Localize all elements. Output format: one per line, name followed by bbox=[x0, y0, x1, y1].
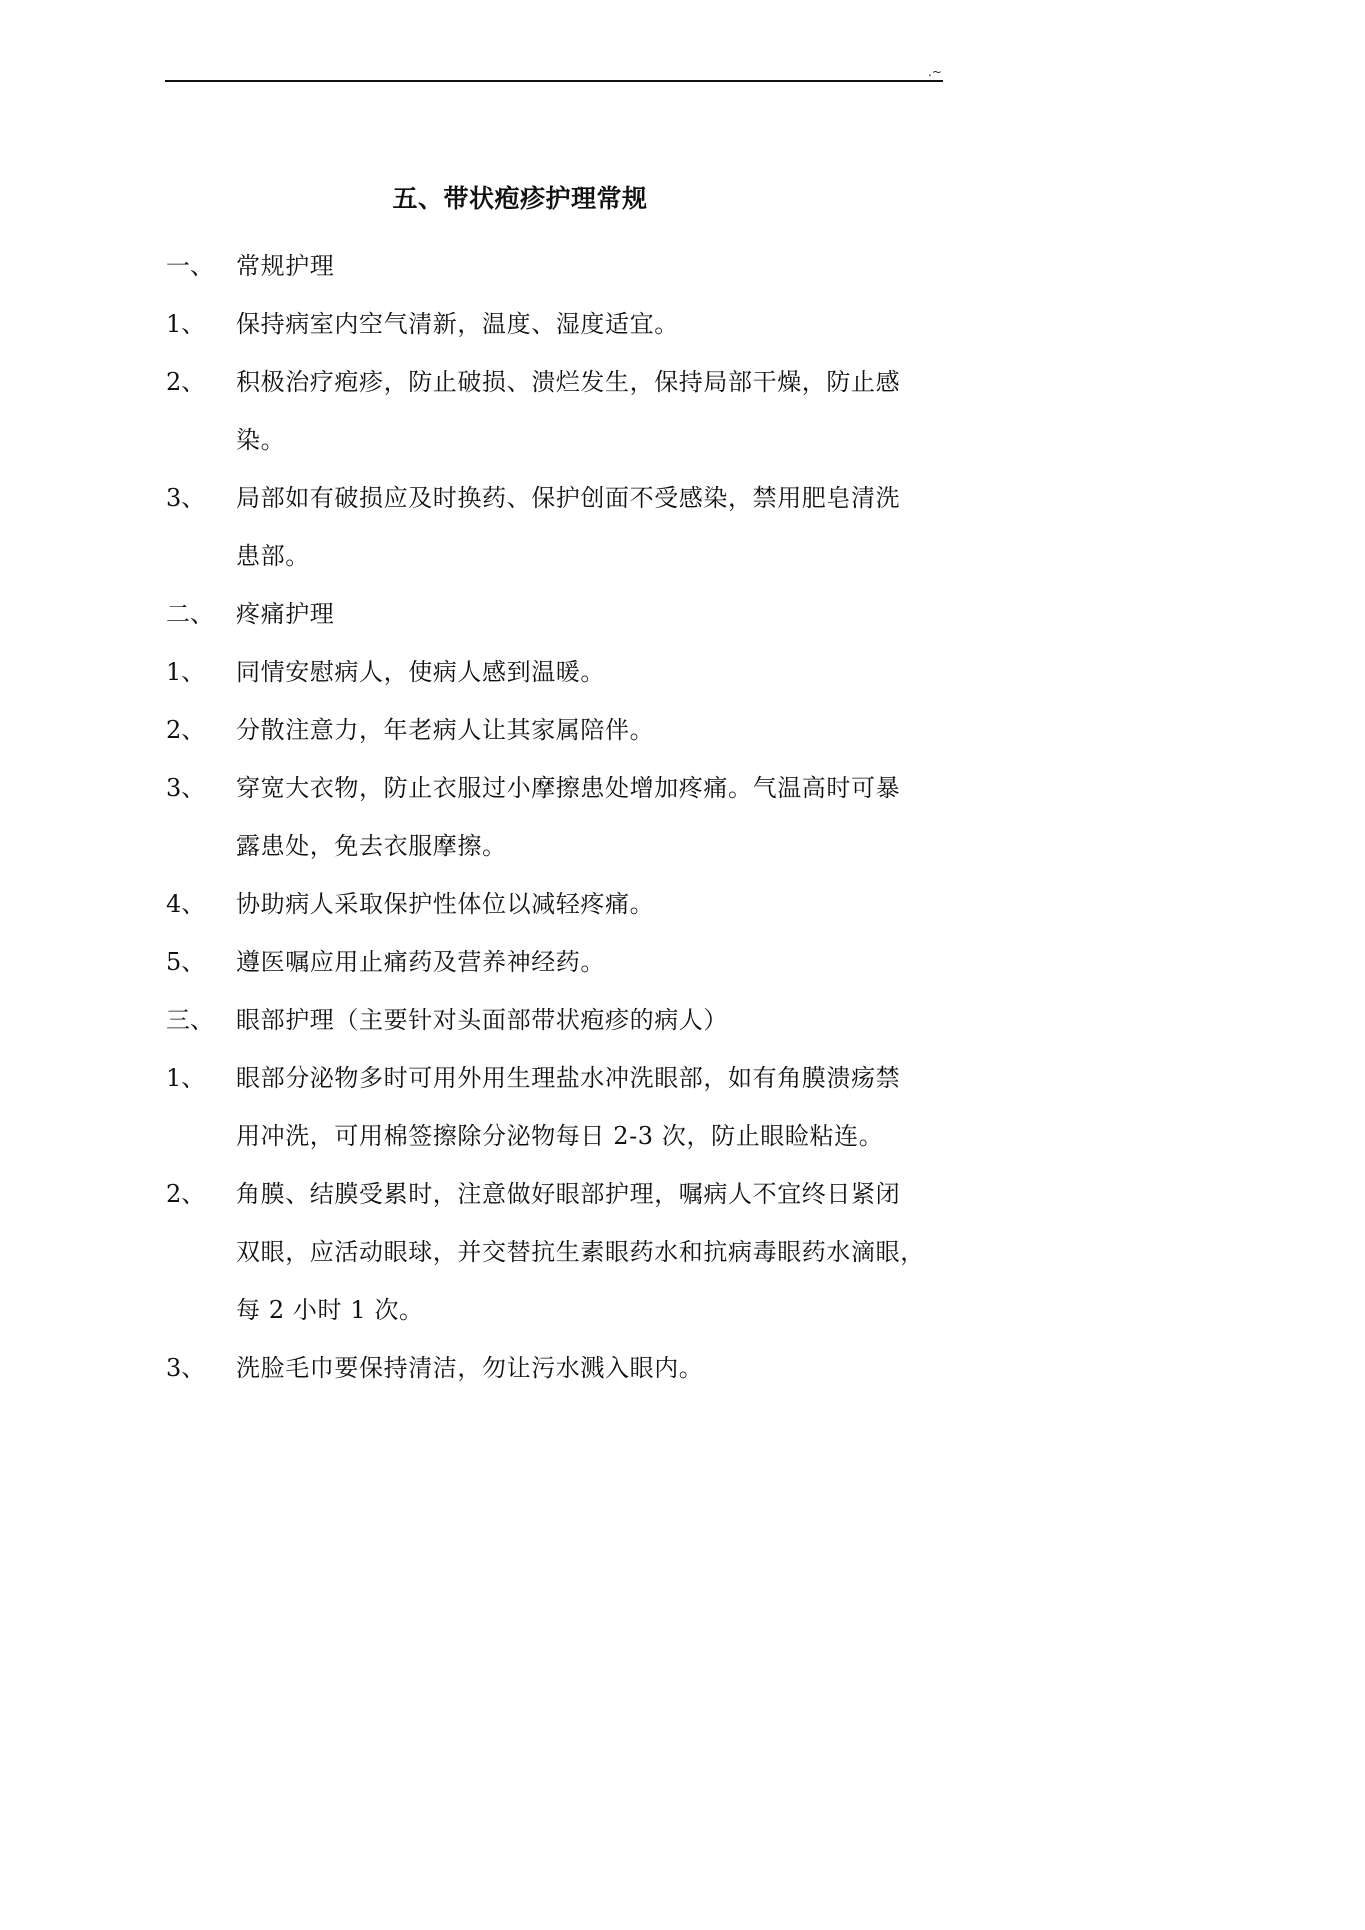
section-heading-text: 疼痛护理 bbox=[236, 600, 335, 628]
header-rule bbox=[165, 80, 943, 82]
section-number: 二、 bbox=[166, 600, 214, 628]
item-number: 3、 bbox=[166, 1354, 206, 1382]
item-line: 露患处，免去衣服摩擦。 bbox=[236, 832, 507, 860]
item-line: 角膜、结膜受累时，注意做好眼部护理，嘱病人不宜终日紧闭 bbox=[236, 1180, 901, 1208]
item-line: 协助病人采取保护性体位以减轻疼痛。 bbox=[236, 890, 655, 918]
item-number: 2、 bbox=[166, 1180, 206, 1208]
item-line: 双眼，应活动眼球，并交替抗生素眼药水和抗病毒眼药水滴眼， bbox=[236, 1238, 925, 1266]
item-line: 染。 bbox=[236, 426, 286, 454]
item-number: 2、 bbox=[166, 716, 206, 744]
item-text bbox=[236, 875, 946, 933]
item-number: 1、 bbox=[166, 658, 206, 686]
list-item bbox=[166, 353, 946, 469]
list-item bbox=[166, 1049, 946, 1165]
item-line: 每 2 小时 1 次。 bbox=[236, 1296, 424, 1324]
section-number: 一、 bbox=[166, 252, 214, 280]
item-line: 保持病室内空气清新，温度、湿度适宜。 bbox=[236, 310, 679, 338]
item-number: 3、 bbox=[166, 484, 206, 512]
item-text bbox=[236, 643, 946, 701]
list-item bbox=[166, 1165, 946, 1339]
item-text bbox=[236, 1339, 946, 1397]
item-number: 3、 bbox=[166, 774, 206, 802]
list-item bbox=[166, 933, 946, 991]
item-line: 遵医嘱应用止痛药及营养神经药。 bbox=[236, 948, 605, 976]
section-heading bbox=[166, 585, 946, 643]
item-line: 局部如有破损应及时换药、保护创面不受感染，禁用肥皂清洗 bbox=[236, 484, 901, 512]
item-number: 1、 bbox=[166, 1064, 206, 1092]
item-number: 4、 bbox=[166, 890, 206, 918]
item-line: 分散注意力，年老病人让其家属陪伴。 bbox=[236, 716, 655, 744]
list-item bbox=[166, 469, 946, 585]
section-heading-text: 眼部护理（主要针对头面部带状疱疹的病人） bbox=[236, 1006, 728, 1034]
item-line: 同情安慰病人，使病人感到温暖。 bbox=[236, 658, 605, 686]
item-number: 5、 bbox=[166, 948, 206, 976]
list-item bbox=[166, 759, 946, 875]
list-item bbox=[166, 875, 946, 933]
item-number: 1、 bbox=[166, 310, 206, 338]
list-item bbox=[166, 1339, 946, 1397]
item-text bbox=[236, 295, 946, 353]
document-title: 五、带状疱疹护理常规 bbox=[392, 184, 648, 213]
item-line: 积极治疗疱疹，防止破损、溃烂发生，保持局部干燥，防止感 bbox=[236, 368, 901, 396]
item-text bbox=[236, 701, 946, 759]
item-line: 穿宽大衣物，防止衣服过小摩擦患处增加疼痛。气温高时可暴 bbox=[236, 774, 901, 802]
list-item bbox=[166, 701, 946, 759]
item-text bbox=[236, 933, 946, 991]
document-body bbox=[166, 237, 946, 1397]
section-heading-text: 常规护理 bbox=[236, 252, 335, 280]
list-item bbox=[166, 643, 946, 701]
list-item bbox=[166, 295, 946, 353]
item-text bbox=[236, 1049, 946, 1165]
section-number: 三、 bbox=[166, 1006, 214, 1034]
item-line: 眼部分泌物多时可用外用生理盐水冲洗眼部，如有角膜溃疡禁 bbox=[236, 1064, 901, 1092]
section-heading bbox=[166, 237, 946, 295]
header-mark: .~ bbox=[928, 65, 942, 79]
item-text bbox=[236, 469, 946, 585]
section-heading bbox=[166, 991, 946, 1049]
item-line: 患部。 bbox=[236, 542, 310, 570]
item-text bbox=[236, 1165, 946, 1339]
item-line: 洗脸毛巾要保持清洁，勿让污水溅入眼内。 bbox=[236, 1354, 704, 1382]
item-text bbox=[236, 759, 946, 875]
item-line: 用冲洗，可用棉签擦除分泌物每日 2-3 次，防止眼睑粘连。 bbox=[236, 1122, 884, 1150]
item-number: 2、 bbox=[166, 368, 206, 396]
item-text bbox=[236, 353, 946, 469]
